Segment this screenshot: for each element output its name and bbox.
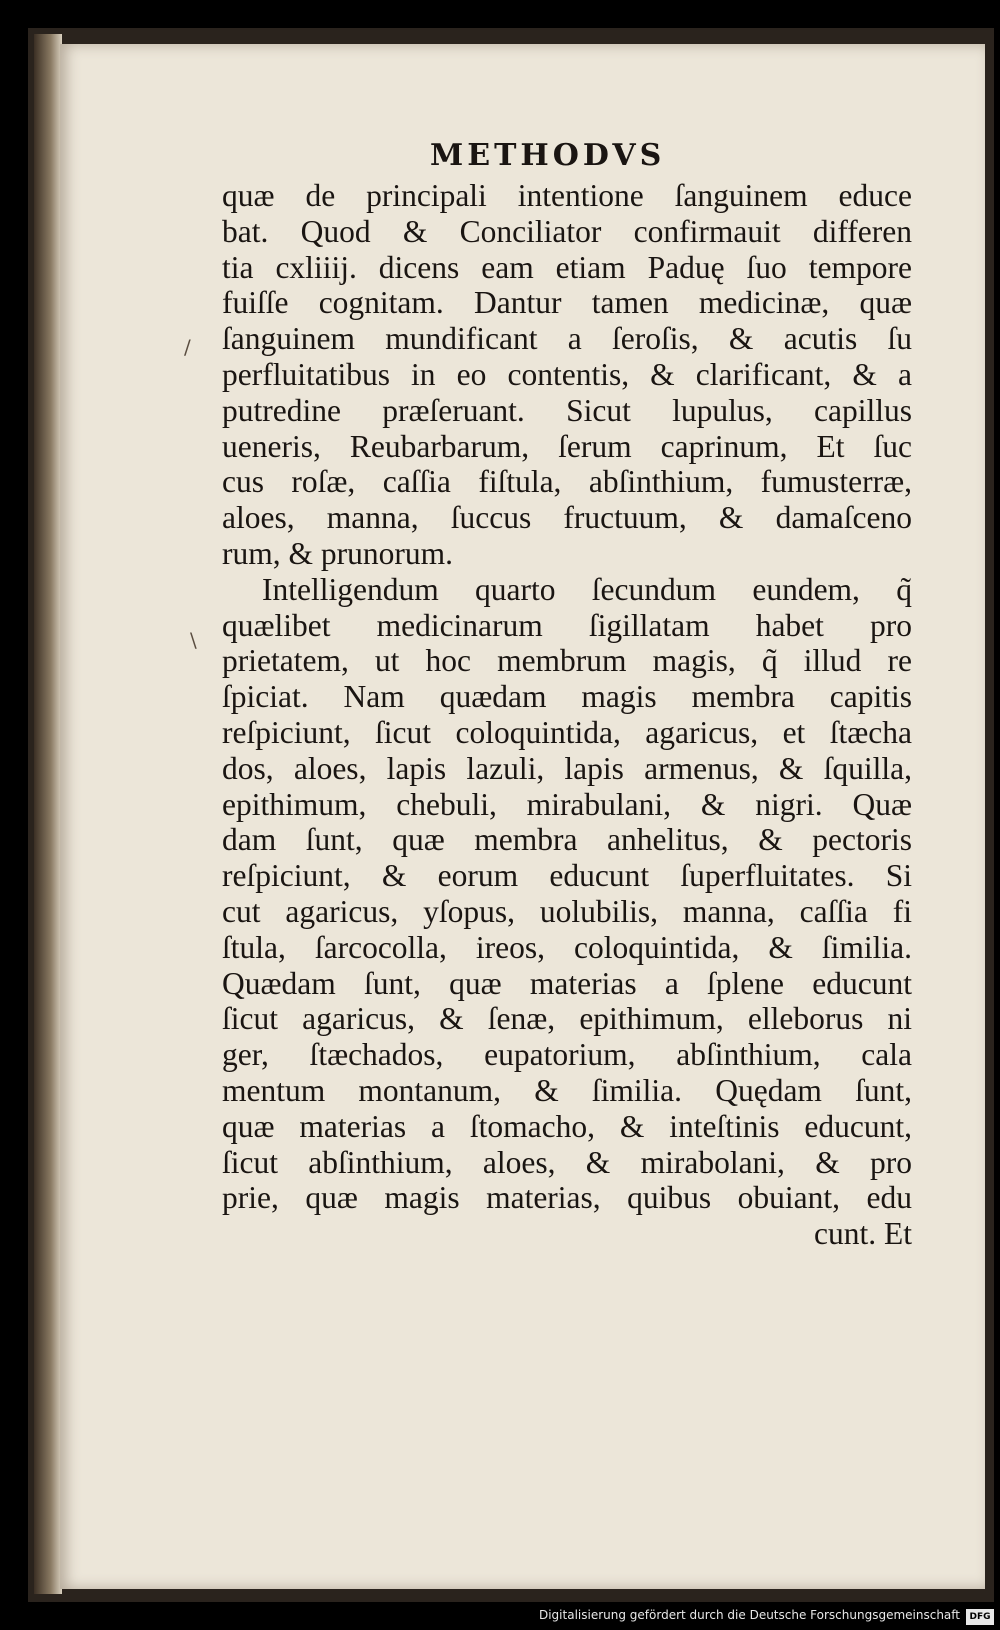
text-line: prietatem, ut hoc membrum magis, q̃ illud re xyxy=(222,643,912,679)
text-line: dam ſunt, quæ membra anhelitus, & pectoris xyxy=(222,822,912,858)
dfg-logo: DFG xyxy=(966,1609,994,1625)
footer-credit: Digitalisierung gefördert durch die Deutsche Forschungsgemeinschaft xyxy=(538,1608,960,1622)
pencil-mark: \ xyxy=(190,628,197,652)
text-line: ſicut agaricus, & ſenæ, epithimum, elleborus ni xyxy=(222,1001,912,1037)
text-line: fuiſſe cognitam. Dantur tamen medicinæ, quæ xyxy=(222,285,912,321)
text-line: aloes, manna, ſuccus fructuum, & damaſceno xyxy=(222,500,912,536)
text-line: Quædam ſunt, quæ materias a ſplene educunt xyxy=(222,965,912,1001)
text-line: Intelligendum quarto ſecundum eundem, q̃ xyxy=(262,571,912,607)
text-line: ſanguinem mundificant a ſeroſis, & acutis ſu xyxy=(222,321,912,357)
text-line: perfluitatibus in eo contentis, & clarificant, & a xyxy=(222,356,912,392)
text-line: tia cxliiij. dicens eam etiam Paduę ſuo tempore xyxy=(222,249,912,285)
text-line: cus roſæ, caſſia fiſtula, abſinthium, fumusterræ, xyxy=(222,464,912,500)
text-line: quæ materias a ſtomacho, & inteſtinis educunt, xyxy=(222,1108,912,1144)
text-line: putredine præſeruant. Sicut lupulus, capillus xyxy=(222,392,912,428)
book-spine-edge xyxy=(34,34,62,1594)
text-line: ger, ſtæchados, eupatorium, abſinthium, cala xyxy=(222,1037,912,1073)
text-line: mentum montanum, & ſimilia. Quędam ſunt, xyxy=(222,1072,912,1108)
text-line: epithimum, chebuli, mirabulani, & nigri. Quæ xyxy=(222,786,912,822)
text-line: rum, & prunorum. xyxy=(222,535,453,571)
text-line: reſpiciunt, ſicut coloquintida, agaricus, et ſtæcha xyxy=(222,714,912,750)
footer-bar xyxy=(0,1606,1000,1630)
text-line: reſpiciunt, & eorum educunt ſuperfluitates. Si xyxy=(222,858,912,894)
text-line: ſtula, ſarcocolla, ireos, coloquintida, & ſimilia. xyxy=(222,929,912,965)
text-line: cut agaricus, yſopus, uolubilis, manna, caſſia fi xyxy=(222,893,912,929)
text-line: quælibet medicinarum ſigillatam habet pro xyxy=(222,607,912,643)
text-line: ueneris, Reubarbarum, ſerum caprinum, Et ſuc xyxy=(222,428,912,464)
text-line: quæ de principali intentione ſanguinem educe xyxy=(222,178,912,213)
text-line: ſicut abſinthium, aloes, & mirabolani, & pro xyxy=(222,1144,912,1180)
body-text xyxy=(222,178,912,1252)
text-line: dos, aloes, lapis lazuli, lapis armenus, & ſquilla, xyxy=(222,750,912,786)
text-line: bat. Quod & Conciliator confirmauit differen xyxy=(222,213,912,249)
running-head: METHODVS xyxy=(430,138,666,173)
text-line: prie, quæ magis materias, quibus obuiant, edu xyxy=(222,1180,912,1216)
text-line: ſpiciat. Nam quædam magis membra capitis xyxy=(222,679,912,715)
pencil-mark: / xyxy=(184,335,191,359)
catchword: cunt. Et xyxy=(814,1216,912,1252)
